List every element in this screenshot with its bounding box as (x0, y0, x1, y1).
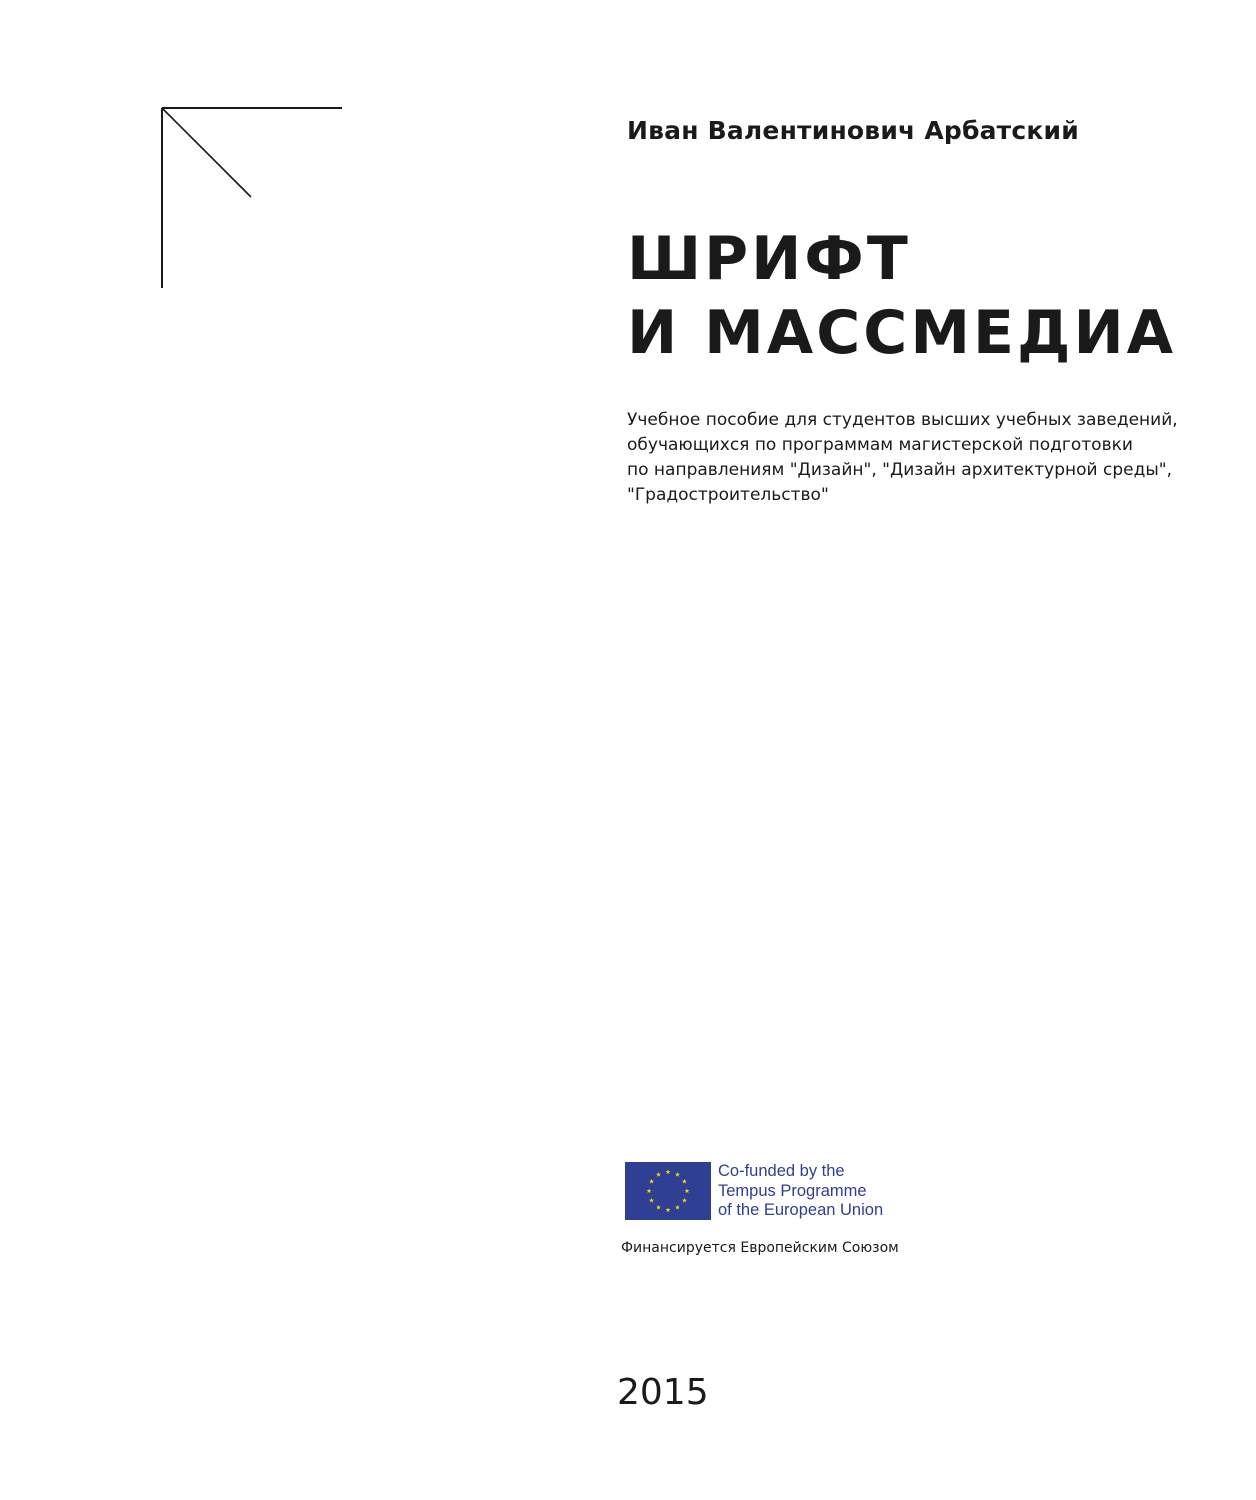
book-title-line-2: И МАССМЕДИА (627, 298, 1177, 368)
book-title-line-1: ШРИФТ (627, 224, 911, 294)
subtitle-line-2: обучающихся по программам магистерской подготовки (627, 435, 1133, 455)
subtitle-line-3: по направлениям "Дизайн", "Дизайн архитектурной среды", (627, 460, 1172, 480)
eu-flag-icon (625, 1162, 711, 1220)
subtitle-line-4: "Градостроительство" (627, 485, 829, 505)
book-title (627, 222, 1176, 370)
corner-mark-decoration (160, 106, 344, 290)
eu-logo-text (718, 1162, 883, 1221)
subtitle-line-1: Учебное пособие для студентов высших учебных заведений, (627, 410, 1178, 430)
eu-logo-line-3: of the European Union (718, 1201, 884, 1219)
funding-note: Финансируется Европейским Союзом (621, 1240, 899, 1256)
author-name: Иван Валентинович Арбатский (627, 116, 1079, 145)
book-subtitle (627, 408, 1178, 508)
eu-logo-line-2: Tempus Programme (718, 1181, 867, 1200)
publication-year: 2015 (617, 1372, 709, 1413)
eu-logo-line-1: Co-funded by the (718, 1162, 845, 1180)
eu-cofunding-logo (625, 1162, 883, 1222)
